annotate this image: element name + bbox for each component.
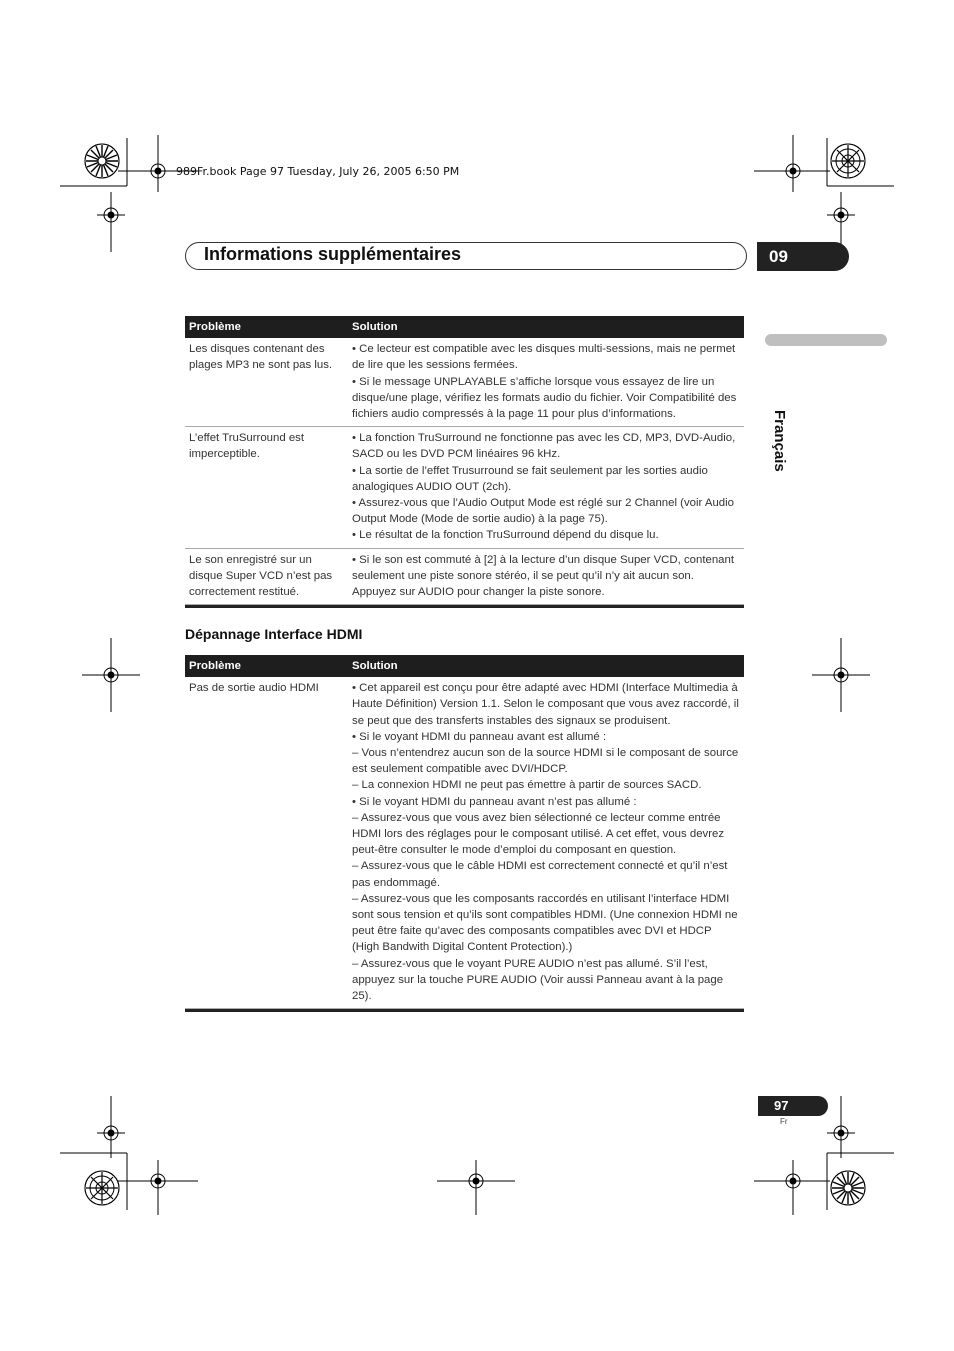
solution-line: – Assurez-vous que le voyant PURE AUDIO n’est pas allumé. S’il l’est, appuyez sur la touche PURE AUDIO (Voir aussi Panneau avant à la page 25). (352, 957, 724, 1003)
hdmi-troubleshooting-table (185, 655, 744, 1012)
table-row (185, 338, 744, 427)
solution-cell (348, 677, 744, 1009)
page-number: 97 (758, 1096, 828, 1116)
column-header-problem: Problème (185, 655, 348, 677)
solution-line: • Si le message UNPLAYABLE s’affiche lorsque vous essayez de lire un disque/une plage, vérifiez les formats audio du fichier. Voir Compatibilité des fichiers audio compressés à la page 11 pour plus d’informations. (352, 375, 737, 421)
solution-line: • Le résultat de la fonction TruSurround dépend du disque lu. (352, 529, 659, 542)
problem-cell: Le son enregistré sur un disque Super VCD n’est pas correctement restitué. (185, 548, 348, 605)
solution-line: • Ce lecteur est compatible avec les disques multi-sessions, mais ne permet de lire que les sessions fermées. (352, 343, 736, 372)
table-header-row (185, 316, 744, 338)
solution-line: • Si le son est commuté à [2] à la lecture d’un disque Super VCD, contenant seulement une piste sonore stéréo, il se peut qu’il n’y ait aucun son. Appuyez sur AUDIO pour changer la piste sonore. (352, 553, 734, 599)
problem-cell: Les disques contenant des plages MP3 ne sont pas lus. (185, 338, 348, 427)
book-file-header: 989Fr.book Page 97 Tuesday, July 26, 2005 6:50 PM (176, 165, 460, 178)
table-row (185, 548, 744, 605)
page-language-code: Fr (780, 1117, 788, 1126)
language-tab-bar (765, 334, 887, 346)
column-header-problem: Problème (185, 316, 348, 338)
chapter-title: Informations supplémentaires (204, 244, 462, 264)
solution-cell (348, 338, 744, 427)
solution-line: • La fonction TruSurround ne fonctionne pas avec les CD, MP3, DVD-Audio, SACD ou les DVD PCM linéaires 96 kHz. (352, 432, 736, 461)
table-header-row (185, 655, 744, 677)
chapter-number: 09 (757, 242, 849, 271)
table-end-rule (185, 1009, 744, 1012)
solution-line: • La sortie de l’effet Trusurround se fait seulement par les sorties audio analogiques AUDIO OUT (2ch). (352, 464, 708, 493)
table-end-rule (185, 605, 744, 608)
language-tab-label: Français (771, 410, 788, 472)
table-row (185, 427, 744, 548)
problem-cell: L’effet TruSurround est imperceptible. (185, 427, 348, 548)
solution-line: – Vous n’entendrez aucun son de la source HDMI si le composant de source est seulement compatible avec DVI/HDCP. (352, 747, 739, 776)
table-row (185, 677, 744, 1009)
solution-line: • Cet appareil est conçu pour être adapté avec HDMI (Interface Multimedia à Haute Définition) Version 1.1. Selon le composant que vous avez raccordé, il se peut que des transferts instables des signaux se produisent. (352, 682, 739, 727)
solution-line: – La connexion HDMI ne peut pas émettre à partir de sources SACD. (352, 779, 702, 792)
problem-cell: Pas de sortie audio HDMI (185, 677, 348, 1009)
section-title-hdmi: Dépannage Interface HDMI (185, 626, 363, 642)
column-header-solution: Solution (348, 316, 744, 338)
solution-line: – Assurez-vous que vous avez bien sélectionné ce lecteur comme entrée HDMI lors des réglages pour le composant utilisé. A cet effet, vous devrez peut-être consulter le mode d’emploi du composant en question. (352, 811, 725, 857)
solution-line: • Si le voyant HDMI du panneau avant n’est pas allumé : (352, 795, 637, 808)
column-header-solution: Solution (348, 655, 744, 677)
solution-line: – Assurez-vous que le câble HDMI est correctement connecté et qu’il n’est pas endommagé. (352, 860, 728, 889)
solution-cell (348, 548, 744, 605)
troubleshooting-table (185, 316, 744, 608)
solution-line: • Si le voyant HDMI du panneau avant est allumé : (352, 730, 607, 743)
solution-cell (348, 427, 744, 548)
solution-line: • Assurez-vous que l’Audio Output Mode est réglé sur 2 Channel (voir Audio Output Mode (Mode de sortie audio) à la page 75). (352, 497, 734, 526)
solution-line: – Assurez-vous que les composants raccordés en utilisant l’interface HDMI sont sous tension et qu’ils sont compatibles HDMI. (Une connexion HDMI ne peut être faite qu’avec des composants compatibles avec DVI et HDCP (High Bandwith Digital Content Protection).) (352, 892, 738, 954)
